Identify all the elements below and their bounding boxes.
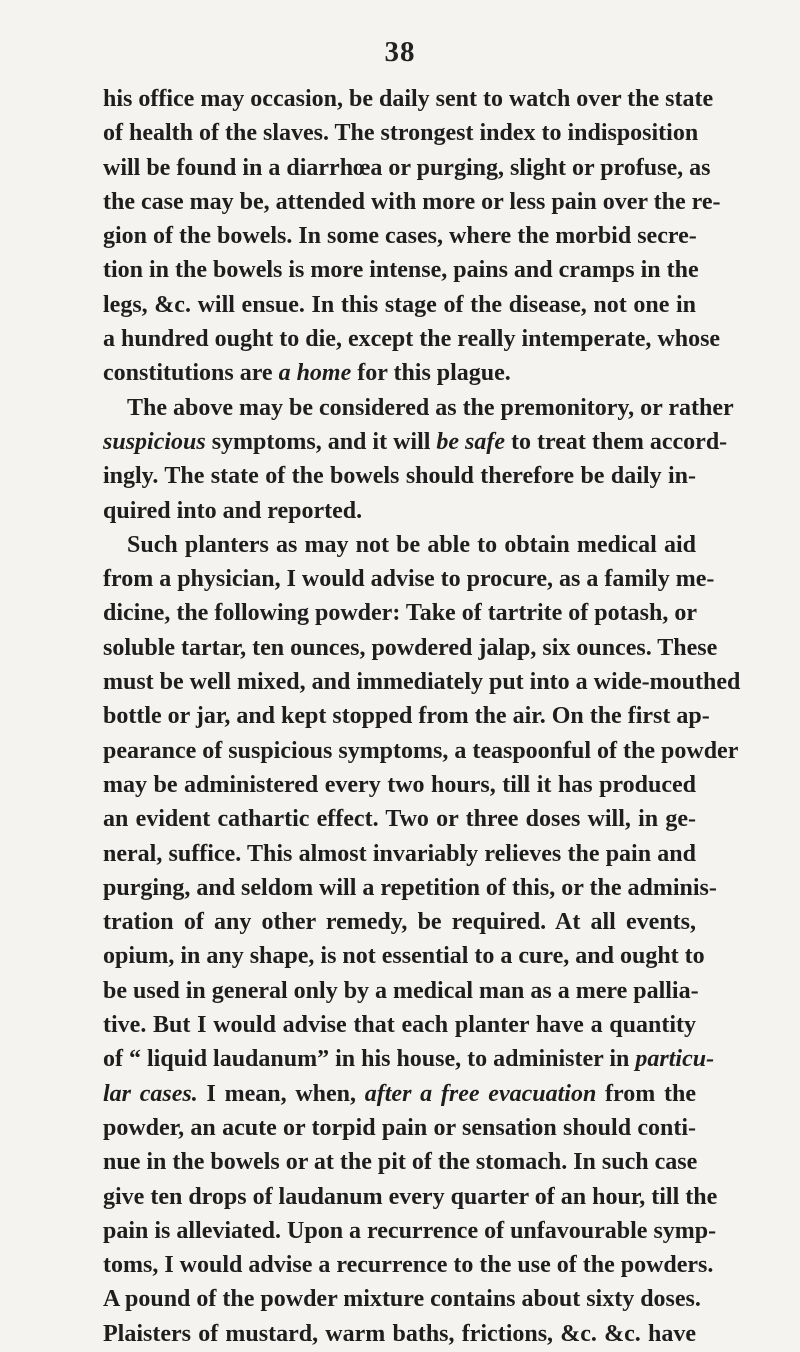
text-segment: the case may be, attended with more or less pain over the re-	[103, 188, 721, 215]
text-segment: ingly. The state of the bowels should therefore be daily in-	[103, 463, 696, 490]
text-segment: symptoms, and it will	[205, 428, 437, 455]
text-line	[103, 734, 739, 768]
text-segment: neral, suffice. This almost invariably relieves the pain and	[103, 840, 696, 867]
text-segment: Such planters as may not be able to obtain medical aid	[127, 531, 696, 558]
text-line	[103, 1282, 701, 1316]
text-segment: I mean, when,	[197, 1080, 365, 1107]
text-line	[103, 837, 696, 871]
text-line	[103, 1008, 696, 1042]
text-line	[103, 185, 721, 219]
text-segment: will be found in a diarrhœa or purging, slight or profuse, as	[103, 154, 711, 181]
page-number: 38	[384, 36, 416, 68]
text-line	[103, 1042, 715, 1076]
text-segment: his office may occasion, be daily sent to watch over the state	[103, 86, 714, 112]
text-line	[103, 322, 721, 356]
text-segment: a hundred ought to die, except the really intemperate, whose	[103, 326, 721, 353]
text-segment: soluble tartar, ten ounces, powdered jalap, six ounces. These	[103, 634, 718, 661]
text-line	[103, 562, 715, 596]
text-line	[103, 425, 728, 459]
text-line	[103, 768, 696, 802]
text-segment: an evident cathartic effect. Two or three doses will, in ge-	[103, 806, 696, 833]
text-line	[103, 288, 696, 322]
italic-text: suspicious	[103, 428, 206, 455]
text-line	[103, 631, 718, 665]
text-line	[103, 528, 696, 562]
text-segment: tration of any other remedy, be required. At all events,	[103, 909, 696, 936]
text-line	[103, 699, 710, 733]
text-segment: may be administered every two hours, till it has produced	[103, 771, 696, 798]
text-segment: be used in general only by a medical man as a mere pallia-	[103, 977, 699, 1004]
text-segment: to treat them accord-	[505, 428, 728, 455]
text-line	[103, 1111, 696, 1145]
body-text	[103, 82, 741, 1351]
text-segment: tion in the bowels is more intense, pains and cramps in the	[103, 257, 699, 284]
italic-text: lar cases.	[103, 1080, 198, 1107]
text-segment: bottle or jar, and kept stopped from the air. On the first ap-	[103, 703, 710, 730]
text-segment: legs, &c. will ensue. In this stage of the disease, not one in	[103, 291, 696, 318]
text-segment: from the	[596, 1080, 696, 1107]
text-segment: gion of the bowels. In some cases, where the morbid secre-	[103, 223, 697, 250]
text-segment: opium, in any shape, is not essential to a cure, and ought to	[103, 943, 705, 970]
text-line	[103, 82, 714, 116]
text-line	[103, 905, 696, 939]
text-line	[103, 116, 699, 150]
text-segment: must be well mixed, and immediately put into a wide-mouthed	[103, 669, 741, 696]
text-segment: powder, an acute or torpid pain or sensation should conti-	[103, 1114, 696, 1141]
text-segment: for this plague.	[351, 360, 511, 387]
text-line	[103, 596, 696, 630]
text-segment: Plaisters of mustard, warm baths, frictions, &c. &c. have	[103, 1320, 696, 1347]
text-segment: nue in the bowels or at the pit of the stomach. In such case	[103, 1149, 698, 1176]
text-line	[103, 802, 696, 836]
text-line	[103, 1317, 696, 1351]
text-line	[103, 1145, 696, 1179]
text-line	[103, 665, 741, 699]
text-segment: A pound of the powder mixture contains about sixty doses.	[103, 1286, 701, 1313]
text-line	[103, 253, 699, 287]
italic-text: be safe	[436, 428, 506, 455]
text-line	[103, 391, 734, 425]
text-segment: give ten drops of laudanum every quarter of an hour, till the	[103, 1183, 718, 1210]
text-segment: quired into and reported.	[103, 497, 363, 524]
text-segment: of health of the slaves. The strongest index to indisposition	[103, 120, 699, 147]
italic-text: particu-	[635, 1046, 715, 1073]
text-line	[103, 151, 711, 185]
text-segment: pain is alleviated. Upon a recurrence of unfavourable symp-	[103, 1217, 717, 1244]
text-line	[103, 1214, 717, 1248]
text-line	[103, 459, 696, 493]
text-line	[103, 1077, 696, 1111]
text-segment: toms, I would advise a recurrence to the use of the powders.	[103, 1252, 714, 1279]
text-line	[103, 939, 705, 973]
text-line	[103, 1180, 718, 1214]
text-line	[103, 219, 696, 253]
text-segment: dicine, the following powder: Take of tartrite of potash, or	[103, 600, 697, 627]
text-line	[103, 1248, 714, 1282]
text-segment: of “ liquid laudanum” in his house, to administer in	[103, 1046, 636, 1073]
text-line	[103, 871, 717, 905]
text-segment: purging, and seldom will a repetition of this, or the adminis-	[103, 874, 717, 901]
italic-text: after a free evacuation	[364, 1080, 597, 1107]
text-line	[103, 356, 696, 390]
text-line	[103, 494, 696, 528]
italic-text: a home	[278, 360, 352, 387]
text-segment: The above may be considered as the premonitory, or rather	[127, 394, 734, 421]
text-segment: constitutions are	[103, 360, 279, 387]
text-segment: tive. But I would advise that each planter have a quantity	[103, 1012, 696, 1039]
text-segment: pearance of suspicious symptoms, a teaspoonful of the powder	[103, 737, 739, 764]
text-segment: from a physician, I would advise to procure, as a family me-	[103, 566, 715, 593]
text-line	[103, 974, 699, 1008]
